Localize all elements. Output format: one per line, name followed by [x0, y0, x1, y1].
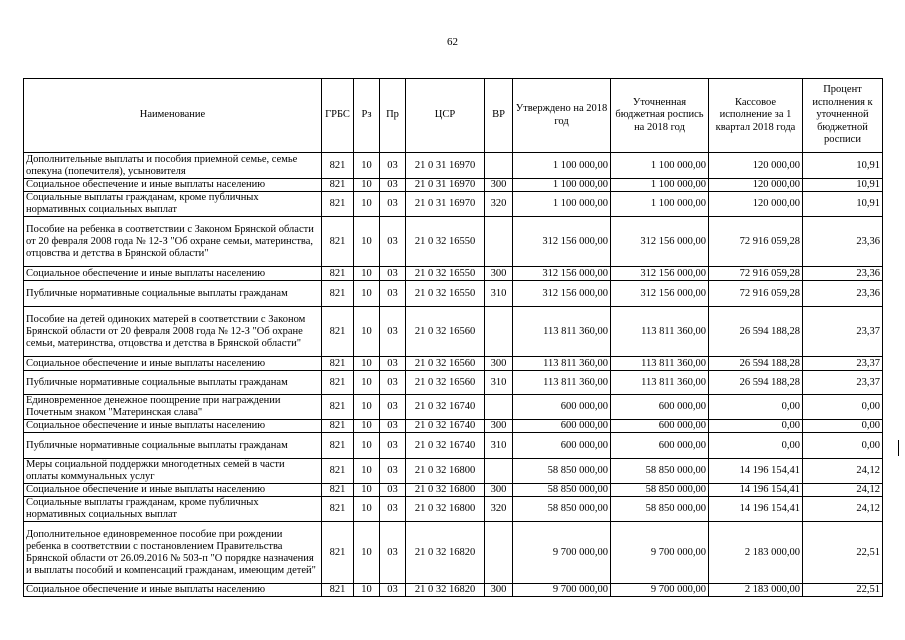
header-csr: ЦСР [406, 79, 485, 153]
row-pr: 03 [380, 153, 406, 179]
row-percent: 24,12 [803, 497, 883, 522]
row-name: Публичные нормативные социальные выплаты гражданам [24, 371, 322, 395]
row-cash: 120 000,00 [709, 153, 803, 179]
row-grbs: 821 [322, 459, 354, 484]
row-vr: 310 [485, 371, 513, 395]
row-percent: 10,91 [803, 153, 883, 179]
row-cash: 72 916 059,28 [709, 281, 803, 307]
table-row [24, 153, 883, 179]
row-approved: 58 850 000,00 [513, 484, 611, 497]
row-pr: 03 [380, 584, 406, 597]
row-cash: 0,00 [709, 395, 803, 420]
header-pr: Пр [380, 79, 406, 153]
row-csr: 21 0 32 16800 [406, 459, 485, 484]
row-cash: 26 594 188,28 [709, 357, 803, 371]
row-grbs: 821 [322, 484, 354, 497]
row-cash: 0,00 [709, 433, 803, 459]
table-row [24, 584, 883, 597]
row-approved: 9 700 000,00 [513, 522, 611, 584]
row-csr: 21 0 32 16740 [406, 420, 485, 433]
row-approved: 9 700 000,00 [513, 584, 611, 597]
table-header [24, 79, 883, 153]
row-cash: 14 196 154,41 [709, 459, 803, 484]
header-grbs: ГРБС [322, 79, 354, 153]
row-pr: 03 [380, 484, 406, 497]
row-pr: 03 [380, 497, 406, 522]
row-refined: 58 850 000,00 [611, 459, 709, 484]
row-csr: 21 0 32 16560 [406, 371, 485, 395]
row-grbs: 821 [322, 497, 354, 522]
row-vr: 300 [485, 357, 513, 371]
table-row [24, 267, 883, 281]
table-row [24, 217, 883, 267]
row-vr [485, 522, 513, 584]
row-csr: 21 0 32 16550 [406, 281, 485, 307]
row-grbs: 821 [322, 179, 354, 192]
row-csr: 21 0 31 16970 [406, 179, 485, 192]
row-rz: 10 [354, 307, 380, 357]
row-csr: 21 0 32 16740 [406, 395, 485, 420]
row-name: Единовременное денежное поощрение при награждении Почетным знаком "Материнская слава" [24, 395, 322, 420]
row-name: Социальное обеспечение и иные выплаты населению [24, 357, 322, 371]
row-cash: 120 000,00 [709, 179, 803, 192]
row-percent: 0,00 [803, 395, 883, 420]
row-csr: 21 0 32 16800 [406, 497, 485, 522]
row-refined: 113 811 360,00 [611, 357, 709, 371]
row-refined: 1 100 000,00 [611, 192, 709, 217]
row-pr: 03 [380, 357, 406, 371]
header-rz: Рз [354, 79, 380, 153]
row-cash: 2 183 000,00 [709, 522, 803, 584]
budget-table [23, 78, 883, 597]
row-rz: 10 [354, 357, 380, 371]
row-pr: 03 [380, 179, 406, 192]
row-approved: 600 000,00 [513, 395, 611, 420]
row-name: Социальные выплаты гражданам, кроме публичных нормативных социальных выплат [24, 192, 322, 217]
row-percent: 23,37 [803, 357, 883, 371]
row-refined: 312 156 000,00 [611, 267, 709, 281]
row-approved: 312 156 000,00 [513, 267, 611, 281]
row-cash: 26 594 188,28 [709, 371, 803, 395]
table-row [24, 307, 883, 357]
row-rz: 10 [354, 459, 380, 484]
row-approved: 312 156 000,00 [513, 281, 611, 307]
row-rz: 10 [354, 395, 380, 420]
row-rz: 10 [354, 371, 380, 395]
row-pr: 03 [380, 420, 406, 433]
row-csr: 21 0 31 16970 [406, 192, 485, 217]
row-approved: 113 811 360,00 [513, 357, 611, 371]
row-percent: 24,12 [803, 459, 883, 484]
row-cash: 72 916 059,28 [709, 267, 803, 281]
row-csr: 21 0 32 16550 [406, 217, 485, 267]
row-refined: 312 156 000,00 [611, 217, 709, 267]
row-cash: 72 916 059,28 [709, 217, 803, 267]
table-row [24, 459, 883, 484]
row-refined: 312 156 000,00 [611, 281, 709, 307]
row-name: Меры социальной поддержки многодетных семей в части оплаты коммунальных услуг [24, 459, 322, 484]
row-rz: 10 [354, 497, 380, 522]
header-cash: Кассовое исполнение за 1 квартал 2018 года [709, 79, 803, 153]
row-csr: 21 0 32 16800 [406, 484, 485, 497]
row-name: Социальное обеспечение и иные выплаты населению [24, 179, 322, 192]
row-vr [485, 153, 513, 179]
row-refined: 113 811 360,00 [611, 371, 709, 395]
row-refined: 9 700 000,00 [611, 522, 709, 584]
row-refined: 1 100 000,00 [611, 153, 709, 179]
row-rz: 10 [354, 179, 380, 192]
row-grbs: 821 [322, 217, 354, 267]
row-percent: 23,37 [803, 307, 883, 357]
row-grbs: 821 [322, 371, 354, 395]
row-grbs: 821 [322, 267, 354, 281]
row-vr: 300 [485, 267, 513, 281]
row-approved: 600 000,00 [513, 420, 611, 433]
row-name: Дополнительные выплаты и пособия приемной семье, семье опекуна (попечителя), усыновителя [24, 153, 322, 179]
page-number: 62 [447, 36, 458, 48]
row-vr: 310 [485, 433, 513, 459]
row-percent: 0,00 [803, 420, 883, 433]
table-row [24, 371, 883, 395]
row-percent: 22,51 [803, 522, 883, 584]
row-vr: 300 [485, 420, 513, 433]
row-cash: 0,00 [709, 420, 803, 433]
row-pr: 03 [380, 522, 406, 584]
row-grbs: 821 [322, 584, 354, 597]
row-name: Пособие на детей одиноких матерей в соответствии с Законом Брянской области от 20 февраля 2008 года № 12-З "Об охране семьи, материнства, отцовства и детства в Брянской области" [24, 307, 322, 357]
table-row [24, 522, 883, 584]
table-row [24, 357, 883, 371]
row-rz: 10 [354, 433, 380, 459]
row-percent: 0,00 [803, 433, 883, 459]
row-name: Социальное обеспечение и иные выплаты населению [24, 267, 322, 281]
row-percent: 23,36 [803, 281, 883, 307]
row-approved: 600 000,00 [513, 433, 611, 459]
row-name: Социальное обеспечение и иные выплаты населению [24, 484, 322, 497]
header-name: Наименование [24, 79, 322, 153]
margin-mark [898, 440, 899, 456]
row-grbs: 821 [322, 307, 354, 357]
row-approved: 1 100 000,00 [513, 153, 611, 179]
row-csr: 21 0 31 16970 [406, 153, 485, 179]
row-approved: 58 850 000,00 [513, 459, 611, 484]
row-approved: 1 100 000,00 [513, 179, 611, 192]
table-row [24, 179, 883, 192]
row-approved: 58 850 000,00 [513, 497, 611, 522]
row-csr: 21 0 32 16820 [406, 584, 485, 597]
row-rz: 10 [354, 153, 380, 179]
row-percent: 23,37 [803, 371, 883, 395]
row-name: Социальное обеспечение и иные выплаты населению [24, 420, 322, 433]
row-percent: 10,91 [803, 179, 883, 192]
row-pr: 03 [380, 267, 406, 281]
table-row [24, 192, 883, 217]
row-grbs: 821 [322, 153, 354, 179]
table-row [24, 420, 883, 433]
row-grbs: 821 [322, 192, 354, 217]
row-vr: 320 [485, 192, 513, 217]
table-body [24, 153, 883, 597]
row-pr: 03 [380, 281, 406, 307]
header-approved: Утверждено на 2018 год [513, 79, 611, 153]
row-csr: 21 0 32 16560 [406, 307, 485, 357]
row-percent: 22,51 [803, 584, 883, 597]
row-percent: 23,36 [803, 267, 883, 281]
row-name: Дополнительное единовременное пособие при рождении ребенка в соответствии с постановлением Правительства Брянской области от 26.09.2016 № 503-п "О порядке назначения и выплаты пособий и компенсаций гражданам, имеющим детей" [24, 522, 322, 584]
row-rz: 10 [354, 484, 380, 497]
row-refined: 1 100 000,00 [611, 179, 709, 192]
row-rz: 10 [354, 522, 380, 584]
row-vr [485, 459, 513, 484]
row-pr: 03 [380, 217, 406, 267]
row-rz: 10 [354, 281, 380, 307]
row-cash: 120 000,00 [709, 192, 803, 217]
row-name: Публичные нормативные социальные выплаты гражданам [24, 433, 322, 459]
row-csr: 21 0 32 16560 [406, 357, 485, 371]
row-csr: 21 0 32 16820 [406, 522, 485, 584]
row-vr: 300 [485, 484, 513, 497]
row-vr [485, 395, 513, 420]
row-refined: 113 811 360,00 [611, 307, 709, 357]
row-refined: 58 850 000,00 [611, 484, 709, 497]
row-cash: 2 183 000,00 [709, 584, 803, 597]
row-percent: 10,91 [803, 192, 883, 217]
row-refined: 9 700 000,00 [611, 584, 709, 597]
row-approved: 312 156 000,00 [513, 217, 611, 267]
row-rz: 10 [354, 217, 380, 267]
table-row [24, 395, 883, 420]
row-vr [485, 217, 513, 267]
row-rz: 10 [354, 420, 380, 433]
row-csr: 21 0 32 16740 [406, 433, 485, 459]
header-vr: ВР [485, 79, 513, 153]
row-vr [485, 307, 513, 357]
row-name: Публичные нормативные социальные выплаты гражданам [24, 281, 322, 307]
row-vr: 310 [485, 281, 513, 307]
row-vr: 320 [485, 497, 513, 522]
row-grbs: 821 [322, 357, 354, 371]
table-row [24, 484, 883, 497]
row-approved: 113 811 360,00 [513, 371, 611, 395]
row-grbs: 821 [322, 433, 354, 459]
row-pr: 03 [380, 307, 406, 357]
row-rz: 10 [354, 584, 380, 597]
row-grbs: 821 [322, 522, 354, 584]
header-percent: Процент исполнения к уточненной бюджетной росписи [803, 79, 883, 153]
row-grbs: 821 [322, 281, 354, 307]
header-refined: Уточненная бюджетная роспись на 2018 год [611, 79, 709, 153]
row-approved: 113 811 360,00 [513, 307, 611, 357]
row-pr: 03 [380, 192, 406, 217]
row-percent: 23,36 [803, 217, 883, 267]
row-pr: 03 [380, 395, 406, 420]
row-cash: 26 594 188,28 [709, 307, 803, 357]
row-refined: 600 000,00 [611, 420, 709, 433]
row-rz: 10 [354, 192, 380, 217]
table-row [24, 433, 883, 459]
row-pr: 03 [380, 433, 406, 459]
row-approved: 1 100 000,00 [513, 192, 611, 217]
table-row [24, 281, 883, 307]
row-name: Пособие на ребенка в соответствии с Законом Брянской области от 20 февраля 2008 года № 12-З "Об охране семьи, материнства, отцовства и детства в Брянской области" [24, 217, 322, 267]
row-pr: 03 [380, 459, 406, 484]
table-row [24, 497, 883, 522]
row-grbs: 821 [322, 395, 354, 420]
row-pr: 03 [380, 371, 406, 395]
row-vr: 300 [485, 584, 513, 597]
row-rz: 10 [354, 267, 380, 281]
row-name: Социальные выплаты гражданам, кроме публичных нормативных социальных выплат [24, 497, 322, 522]
row-cash: 14 196 154,41 [709, 497, 803, 522]
row-csr: 21 0 32 16550 [406, 267, 485, 281]
row-cash: 14 196 154,41 [709, 484, 803, 497]
row-name: Социальное обеспечение и иные выплаты населению [24, 584, 322, 597]
row-grbs: 821 [322, 420, 354, 433]
row-refined: 600 000,00 [611, 395, 709, 420]
row-refined: 58 850 000,00 [611, 497, 709, 522]
row-refined: 600 000,00 [611, 433, 709, 459]
row-vr: 300 [485, 179, 513, 192]
row-percent: 24,12 [803, 484, 883, 497]
